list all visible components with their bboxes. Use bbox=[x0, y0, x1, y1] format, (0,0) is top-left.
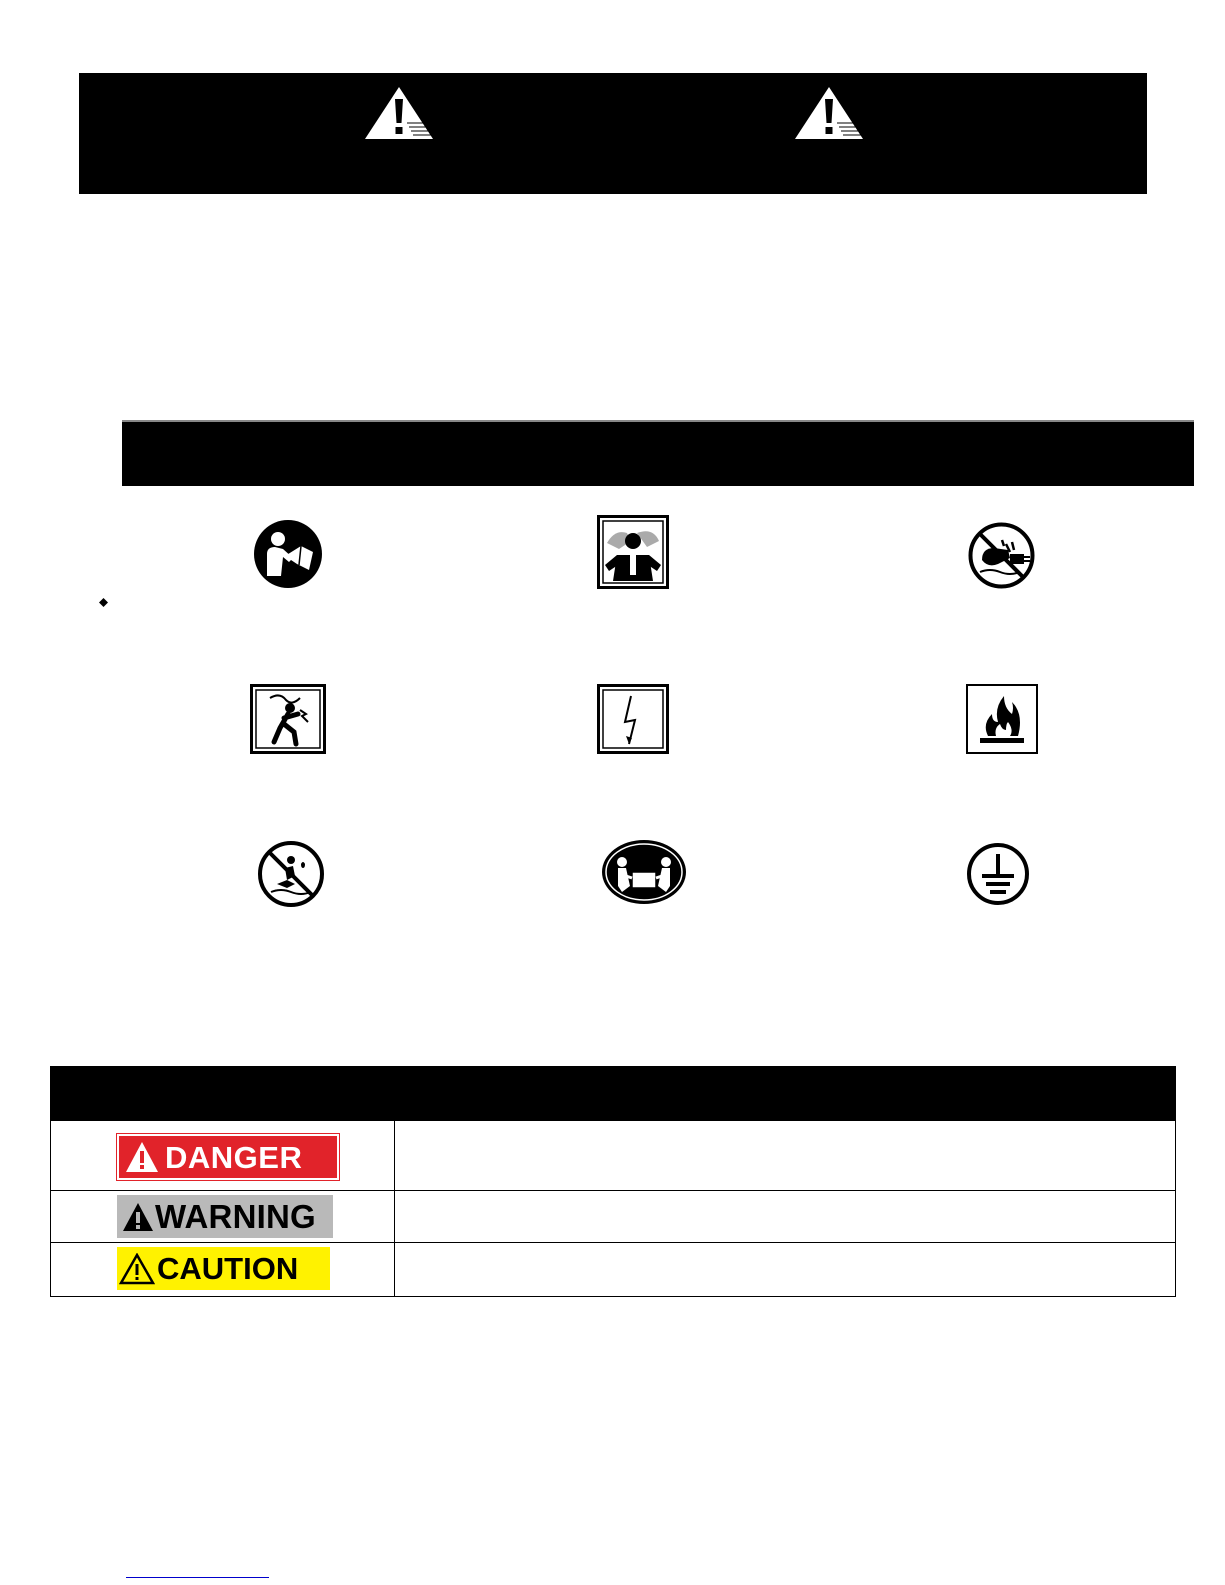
safety-symbols-header bbox=[122, 420, 1194, 486]
ground-connection-icon bbox=[966, 842, 1030, 906]
read-manual-icon bbox=[253, 518, 323, 590]
signal-word-table bbox=[50, 1121, 1176, 1297]
bullet-diamond-icon bbox=[99, 598, 108, 607]
warning-triangle-icon bbox=[125, 1141, 159, 1173]
warning-triangle-icon bbox=[119, 1253, 155, 1285]
section-rule bbox=[122, 420, 1194, 422]
warning-word: WARNING bbox=[155, 1198, 316, 1235]
caution-word: CAUTION bbox=[157, 1251, 299, 1286]
warning-triangle-icon bbox=[363, 85, 435, 141]
table-row bbox=[51, 1191, 1175, 1243]
danger-label bbox=[117, 1134, 339, 1180]
no-wet-location-icon bbox=[257, 840, 325, 908]
table-row bbox=[51, 1121, 1175, 1191]
table-row bbox=[51, 1243, 1175, 1296]
footer-link[interactable] bbox=[126, 1577, 269, 1578]
warning-triangle-icon bbox=[793, 85, 865, 141]
danger-word: DANGER bbox=[165, 1139, 303, 1175]
caution-label bbox=[117, 1247, 330, 1290]
no-wet-hands-icon bbox=[968, 522, 1035, 589]
warning-triangle-icon bbox=[121, 1201, 155, 1233]
warning-label bbox=[117, 1195, 333, 1238]
signal-word-table-header bbox=[50, 1066, 1176, 1121]
two-person-lift-icon bbox=[600, 838, 688, 906]
flammable-icon bbox=[966, 684, 1038, 754]
protective-clothing-icon bbox=[597, 515, 669, 589]
high-voltage-icon bbox=[597, 684, 669, 754]
electrocution-hazard-icon bbox=[250, 684, 326, 754]
safety-banner bbox=[79, 73, 1147, 194]
